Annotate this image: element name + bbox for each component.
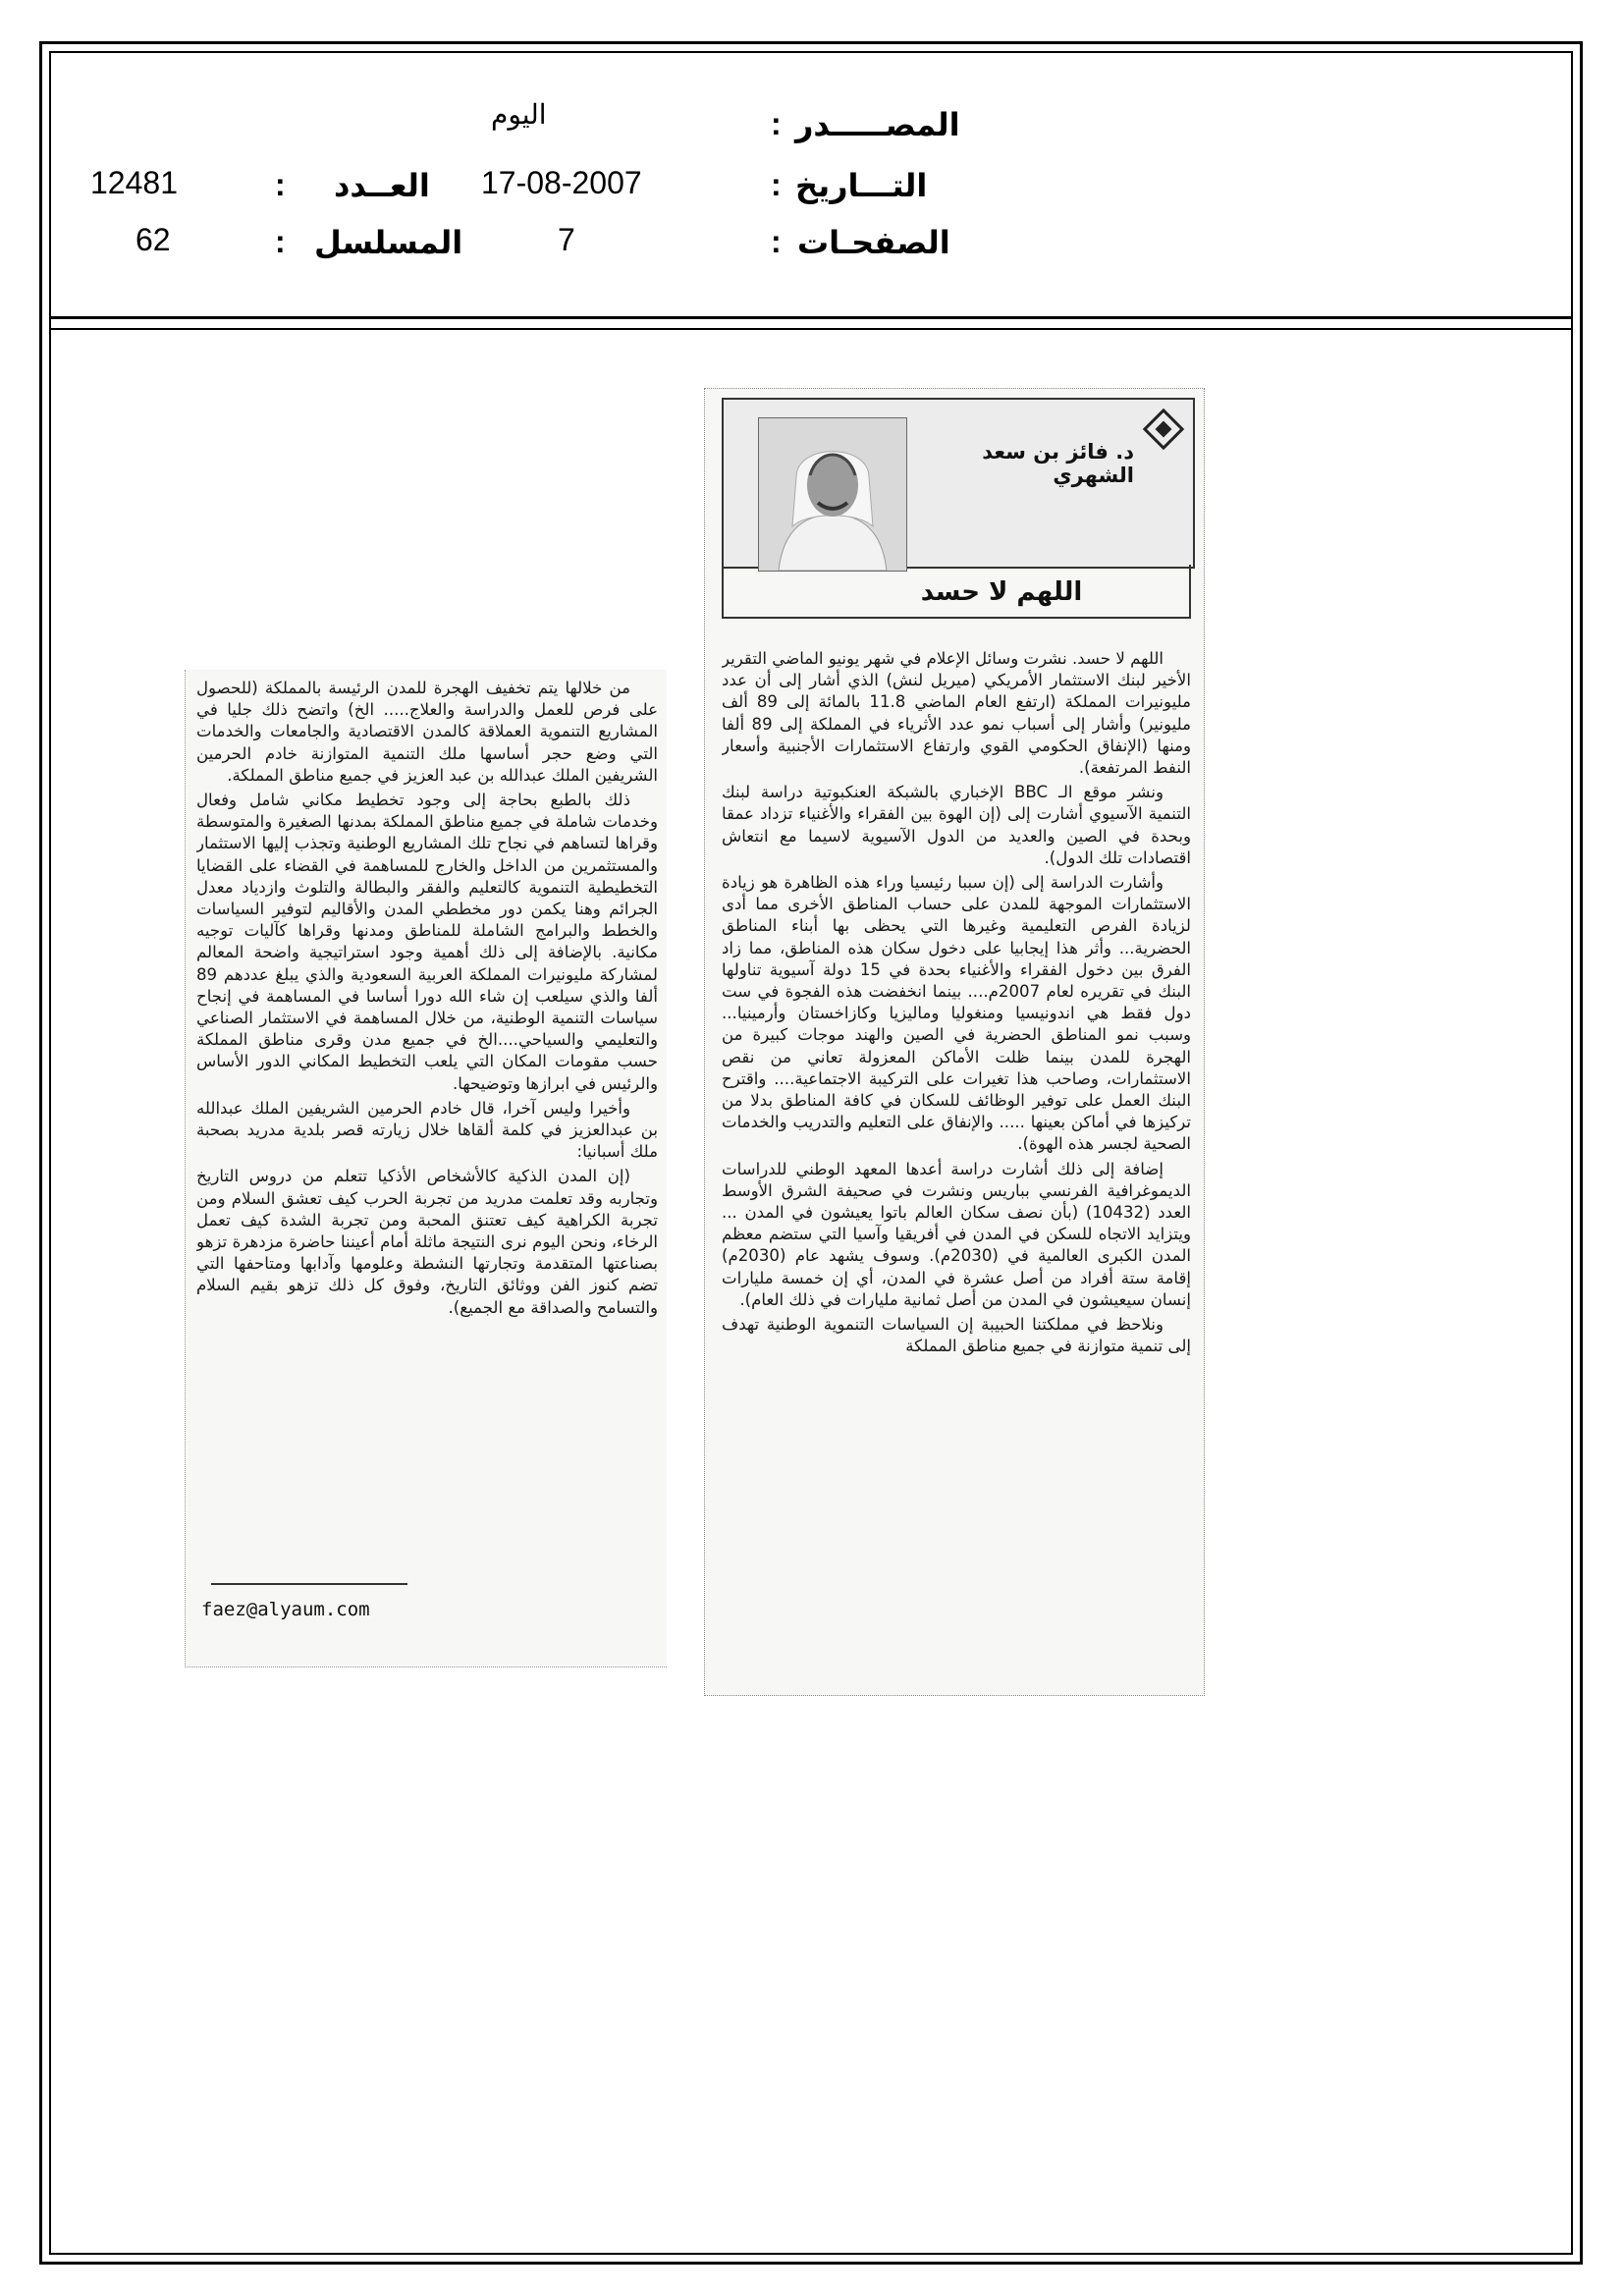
- paragraph: ذلك بالطبع بحاجة إلى وجود تخطيط مكاني شامل وفعال وخدمات شاملة في جميع مناطق المملكة بمدنها الصغيرة والمتوسطة وقراها لتساهم في نجاح تلك المشاريع الوطنية وتجذب إليها الاستثمار والمستثمرين من الداخل والخارج للمساهمة في القضاء على القضايا التخطيطية التنموية كالتعليم والفقر والبطالة والتلوث وازدياد معدل الجرائم وهنا يكمن دور مخططي المدن والأقاليم لتوفير السياسات والخطط والبرامج الشاملة للمناطق ومدنها وقراها كآليات توجيه مكانية. بالإضافة إلى ذلك أهمية وجود استراتيجية واضحة المعالم لمشاركة مليونيرات المملكة العربية السعودية والذي يبلغ عددهم 89 ألفا والذي سيلعب إن شاء الله دورا أساسا في المساهمة في إنجاح سياسات التنمية الوطنية، من خلال المساهمة في الاستثمار الصناعي والتعليمي والسياحي....الخ في جميع مدن وقرى مناطق المملكة حسب مقومات المكان التي يلعب التخطيط المكاني الدور الأساس والرئيس في ابرازها وتوضيحها.: [196, 791, 658, 1093]
- date-value: 17-08-2007: [481, 165, 642, 200]
- paragraph: اللهم لا حسد. نشرت وسائل الإعلام في شهر يونيو الماضي التقرير الأخير لبنك الاستثمار الأمريكي (ميريل لنش) الذي أشار إلى أن عدد مليونيرات المملكة (ارتفع العام الماضي 11.8 بالمائة إلى 89 ألف مليونير) وأشار إلى أسباب نمو عدد الأثرياء في المملكة إلى 89 ألفا ومنها (الإنفاق الحكومي القوي وارتفاع الاستثمارات الأجنبية وأسعار النفط المرتفعة).: [722, 649, 1191, 778]
- source-colon: :: [771, 106, 782, 141]
- paragraph: من خلالها يتم تخفيف الهجرة للمدن الرئيسة بالمملكة (للحصول على فرص للعمل والدراسة والعلاج..... الخ) واتضح ذلك جليا في المشاريع التنموية العملاقة كالمدن الاقتصادية والجامعات والخدمات التي وضع حجر أساسها ملك التنمية المتوازنة خادم الحرمين الشريفين الملك عبدالله بن عبد العزيز في جميع مناطق المملكة.: [196, 679, 658, 785]
- paragraph: وأشارت الدراسة إلى (إن سببا رئيسيا وراء هذه الظاهرة هو زيادة الاستثمارات الموجهة للمدن على حساب المناطق الأخرى مما أدى لزيادة الفرص التعليمية وغيرها التي يحظى بها أبناء المناطق الحضرية... وأثر هذا إيجابيا على دخول سكان هذه المناطق، مما زاد الفرق بين دخول الفقراء والأغنياء بحدة في 15 دولة آسيوية تناولها البنك في تقريره لعام 2007م.... بينما انخفضت هذه الفجوة في ست دول فقط هي اندونيسيا ومنغوليا وماليزيا وكازاخستان وأرمينيا... وسبب نمو المناطق الحضرية في الصين والهند موجات كبيرة من الهجرة للمدن بينما ظلت الأماكن المعزولة تعاني من نقص الاستثمارات، وصاحب هذا تغيرات على التركيبة الاجتماعية.... واقترح البنك العمل على توفير الوظائف للسكان في كافة المناطق بدلا من تركيزها في أماكن بعينها ..... والإنفاق على التعليم والتدريب والخدمات الصحية لجسر هذه الهوة).: [722, 873, 1191, 1154]
- paragraph: (إن المدن الذكية كالأشخاص الأذكيا تتعلم من دروس التاريخ وتجاربه وقد تعلمت مدريد من تجربة الحرب كيف تعشق السلام ومن تجربة الكراهية كيف تعتنق المحبة ومن تجربة الشدة كيف تعمل الرخاء، ونحن اليوم نرى النتيجة ماثلة أمام أعيننا حاضرة مزدهرة تزهو بصناعتها المتقدمة وتجارتها النشطة وعلومها وآدابها ومتاحفها التي تضم كنوز الفن ووثائق التاريخ، وفوق كل ذلك تزهو بقيم السلام والتسامح والصداقة مع الجميع).: [196, 1167, 658, 1317]
- article-body-left: [196, 678, 658, 1552]
- signature-rule: [211, 1583, 407, 1585]
- date-label: التـــاريخ: [795, 167, 928, 204]
- header-divider-inner: [49, 328, 1573, 330]
- issue-colon: :: [275, 167, 286, 202]
- paragraph: إضافة إلى ذلك أشارت دراسة أعدها المعهد الوطني للدراسات الديموغرافية الفرنسي بباريس ونشرت في صحيفة الشرق الأوسط العدد (10432) (بأن نصف سكان العالم باتوا يعيشون في المدن ... ويتزايد الاتجاه للسكن في المدن في أفريقيا وآسيا التي ستضم معظم المدن الكبرى العالمية في (2030م). وسوف يشهد عام (2030م) إقامة ستة أفراد من أصل عشرة في المدن، أي إن خمسة مليارات إنسان سيعيشون في المدن من أصل ثمانية مليارات في ذلك العام).: [722, 1159, 1191, 1309]
- pages-value: 7: [558, 222, 575, 257]
- article-body-right: [722, 648, 1191, 1689]
- source-label: المصـــــدر: [795, 106, 960, 143]
- pages-colon: :: [771, 224, 782, 259]
- pages-label: الصفحـات: [797, 224, 950, 261]
- header-divider: [49, 316, 1573, 319]
- date-colon: :: [771, 167, 782, 202]
- serial-value: 62: [135, 222, 171, 257]
- author-photo: [758, 417, 907, 572]
- issue-label: العــدد: [334, 167, 430, 204]
- paragraph: وأخيرا وليس آخرا، قال خادم الحرمين الشريفين الملك عبدالله بن عبدالعزيز في كلمة ألقاها خلال زيارته قصر بلدية مدريد بصحبة ملك أسبانيا:: [196, 1098, 658, 1162]
- source-value: اليوم: [491, 99, 547, 130]
- serial-colon: :: [275, 224, 286, 259]
- serial-label: المسلسل: [314, 224, 463, 261]
- issue-value: 12481: [90, 165, 178, 200]
- paragraph: ونشر موقع الـ BBC الإخباري بالشبكة العنكبوتية دراسة لبنك التنمية الآسيوي أشارت إلى (إن الهوة بين الفقراء والأغنياء تزداد عمقا وبحدة في الصين والعديد من الدول الآسيوية لاسيما مع انتعاش اقتصادات تلك الدول).: [722, 783, 1191, 867]
- author-name: د. فائز بن سعد الشهري: [982, 440, 1134, 487]
- author-email: faez@alyaum.com: [201, 1599, 370, 1620]
- paragraph: ونلاحظ في مملكتنا الحبيبة إن السياسات التنموية الوطنية تهدف إلى تنمية متوازنة في جميع مناطق المملكة: [722, 1315, 1191, 1356]
- article-title: اللهم لا حسد: [920, 577, 1083, 607]
